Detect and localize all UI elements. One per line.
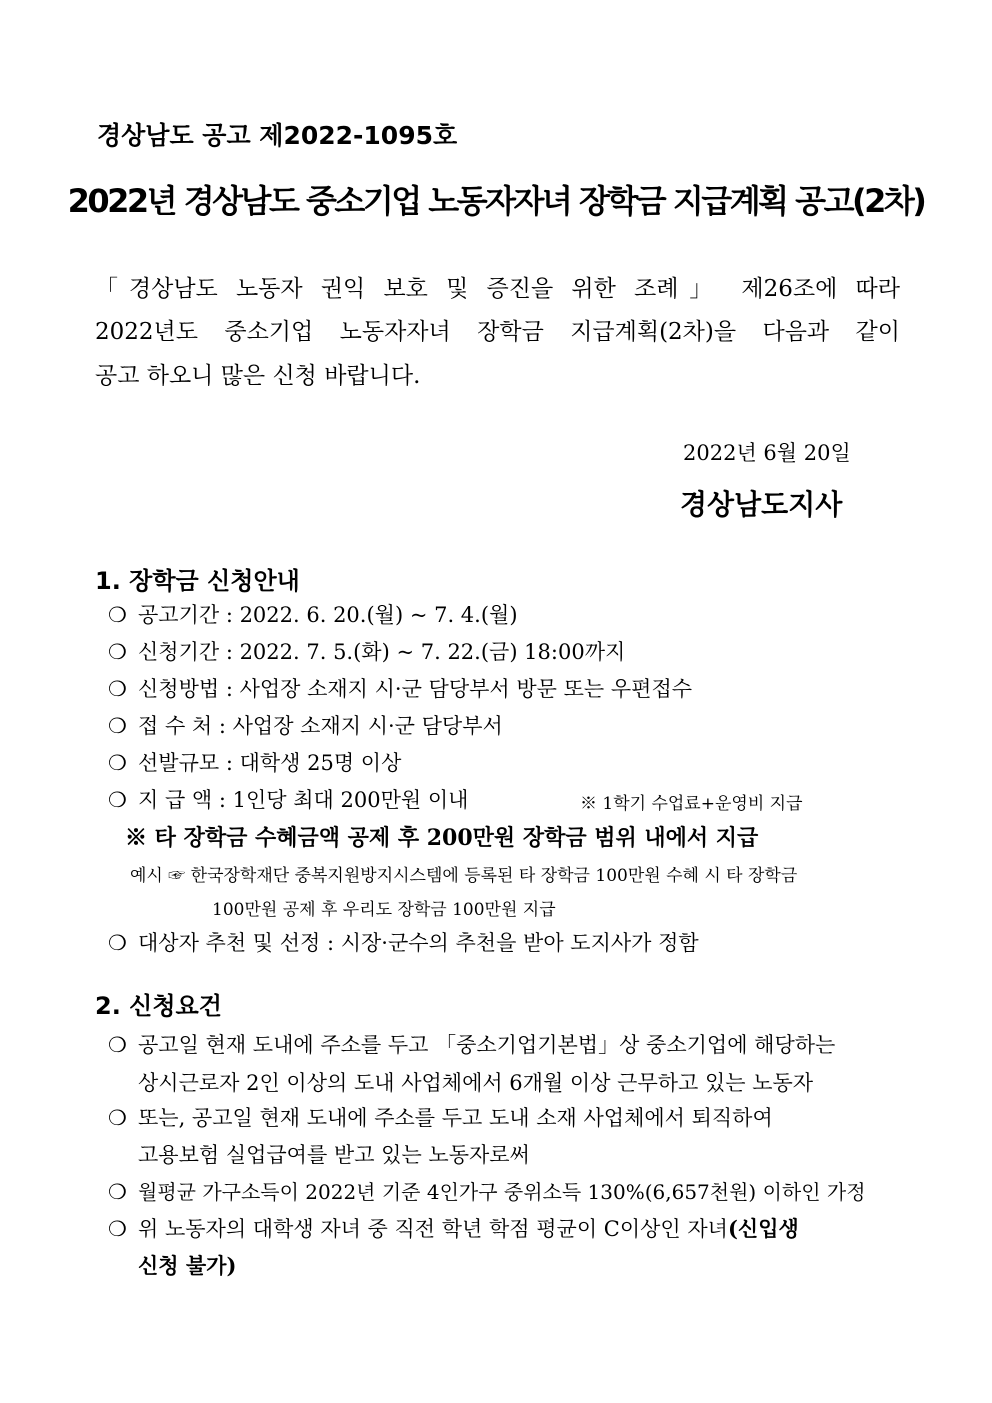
issuer-name: 경상남도지사 <box>680 488 843 521</box>
list-item-text: 신청방법 : 사업장 소재지 시·군 담당부서 방문 또는 우편접수 <box>138 677 693 701</box>
list-item-text: 월평균 가구소득이 2022년 기준 4인가구 중위소득 130%(6,657천원) 이하인 가정 <box>138 1180 866 1204</box>
example-line-2: 100만원 공제 후 우리도 장학금 100만원 지급 <box>212 900 556 920</box>
list-item <box>108 784 468 814</box>
list-item <box>108 636 625 666</box>
section-2-heading: 2. 신청요건 <box>95 992 222 1020</box>
list-item <box>108 1029 835 1059</box>
list-item-continuation: 신청 불가) <box>138 1253 237 1278</box>
circle-bullet-icon: ❍ <box>108 603 127 627</box>
example-line-1: 예시 ☞ 한국장학재단 중복지원방지시스템에 등록된 타 장학금 100만원 수혜 시 타 장학금 <box>130 866 798 886</box>
notice-date: 2022년 6월 20일 <box>683 441 851 465</box>
list-item-text-bold: (신입생 <box>727 1216 799 1241</box>
circle-bullet-icon: ❍ <box>108 714 127 738</box>
list-item-text: 선발규모 : 대학생 25명 이상 <box>138 751 402 775</box>
list-item-text: 또는, 공고일 현재 도내에 주소를 두고 도내 소재 사업체에서 퇴직하여 <box>138 1106 773 1130</box>
circle-bullet-icon: ❍ <box>108 677 127 701</box>
list-item-text: 공고일 현재 도내에 주소를 두고 「중소기업기본법」상 중소기업에 해당하는 <box>138 1033 836 1057</box>
list-item-text: 위 노동자의 대학생 자녀 중 직전 학년 학점 평균이 C이상인 자녀 <box>138 1217 728 1241</box>
circle-bullet-icon: ❍ <box>108 1180 127 1204</box>
list-item <box>108 747 401 777</box>
circle-bullet-icon: ❍ <box>108 931 127 955</box>
intro-line-3: 공고 하오니 많은 신청 바랍니다. <box>95 363 421 389</box>
circle-bullet-icon: ❍ <box>108 1106 127 1130</box>
deduction-note: ※ 타 장학금 수혜금액 공제 후 200만원 장학금 범위 내에서 지급 <box>125 825 759 851</box>
list-item <box>108 927 699 957</box>
list-item-text: 신청기간 : 2022. 7. 5.(화) ~ 7. 22.(금) 18:00까지 <box>138 640 626 664</box>
list-item-text: 공고기간 : 2022. 6. 20.(월) ~ 7. 4.(월) <box>138 603 518 627</box>
list-item-continuation: 고용보험 실업급여를 받고 있는 노동자로써 <box>138 1143 530 1167</box>
circle-bullet-icon: ❍ <box>108 751 127 775</box>
list-item <box>108 1102 773 1132</box>
list-item <box>108 1176 866 1205</box>
circle-bullet-icon: ❍ <box>108 1033 127 1057</box>
page-title: 2022년 경상남도 중소기업 노동자자녀 장학금 지급계획 공고(2차) <box>67 182 925 220</box>
list-item <box>108 710 503 740</box>
list-item-text: 지 급 액 : 1인당 최대 200만원 이내 <box>138 788 469 812</box>
circle-bullet-icon: ❍ <box>108 1217 127 1241</box>
notice-number: 경상남도 공고 제2022-1095호 <box>97 121 458 150</box>
section-1-heading: 1. 장학금 신청안내 <box>95 567 300 595</box>
intro-line-1: 「경상남도 노동자 권익 보호 및 증진을 위한 조례」 제26조에 따라 <box>95 276 900 302</box>
list-item-text: 접 수 처 : 사업장 소재지 시·군 담당부서 <box>138 714 503 738</box>
list-item-text: 대상자 추천 및 선정 : 시장·군수의 추천을 받아 도지사가 정함 <box>138 931 699 955</box>
list-item-continuation: 상시근로자 2인 이상의 도내 사업체에서 6개월 이상 근무하고 있는 노동자 <box>138 1071 814 1095</box>
list-item <box>108 673 692 703</box>
list-item <box>108 1213 799 1243</box>
circle-bullet-icon: ❍ <box>108 788 127 812</box>
intro-line-2: 2022년도 중소기업 노동자자녀 장학금 지급계획(2차)을 다음과 같이 <box>95 319 900 345</box>
amount-note: ※ 1학기 수업료+운영비 지급 <box>580 794 803 814</box>
circle-bullet-icon: ❍ <box>108 640 127 664</box>
list-item <box>108 599 518 629</box>
